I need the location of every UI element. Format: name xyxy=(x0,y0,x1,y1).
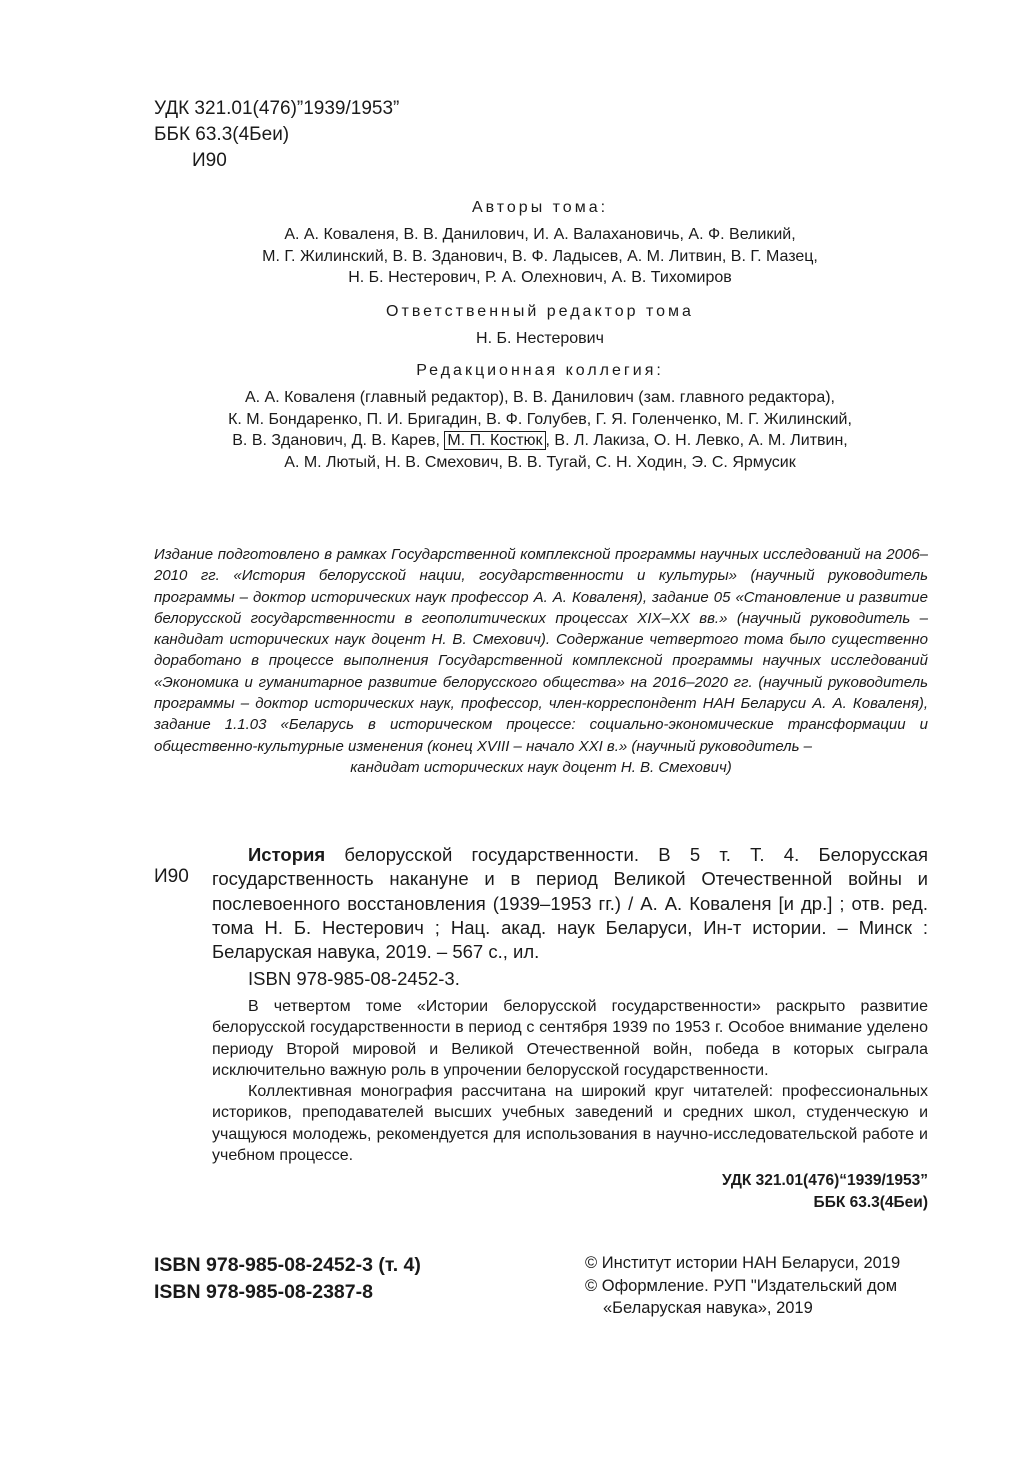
biblio-isbn: ISBN 978-985-08-2452-3. xyxy=(248,968,460,990)
board-text: В. В. Зданович, Д. В. Карев, xyxy=(232,432,445,449)
classification-codes xyxy=(154,96,399,174)
isbn-line: ISBN 978-985-08-2452-3 (т. 4) xyxy=(154,1254,421,1276)
biblio-text: белорусской государственности. В 5 т. Т. 4. Белорусская государственность накануне и в период Великой Отечественной войны и послевоенного восстановления (1939–1953 гг.) / А. А. Коваленя [и др.] ; отв. ред. тома Н. Б. Нестерович ; Нац. акад. наук Беларуси, Ин-т истории. – Минск : Беларуская навука, 2019. – 567 с., ил. xyxy=(212,844,928,963)
board-line: К. М. Бондаренко, П. И. Бригадин, В. Ф. Голубев, Г. Я. Голенченко, М. Г. Жилинский, xyxy=(228,410,852,428)
annotation xyxy=(212,996,928,1166)
board-line xyxy=(150,430,930,452)
board-heading: Редакционная коллегия: xyxy=(416,362,664,379)
edition-note-last: кандидат исторических наук доцент Н. В. Смехович) xyxy=(350,758,732,776)
biblio-side-code: И90 xyxy=(154,866,189,887)
biblio-description xyxy=(212,843,928,964)
biblio-title: История xyxy=(248,844,326,865)
bbk-code-right: ББК 63.3(4Беи) xyxy=(813,1194,928,1211)
author-mark: И90 xyxy=(192,150,227,171)
authors-line: Н. Б. Нестерович, Р. А. Олехнович, А. В. Тихомиров xyxy=(348,269,732,286)
board-line: А. М. Лютый, Н. В. Смехович, В. В. Тугай, С. Н. Ходин, Э. С. Ярмусик xyxy=(284,453,796,471)
edition-note xyxy=(154,544,928,778)
board-list xyxy=(150,387,930,473)
copyright-block xyxy=(585,1252,900,1320)
copyright-line: «Беларуская навука», 2019 xyxy=(603,1299,813,1317)
authors-list xyxy=(150,224,930,289)
bbk-code: ББК 63.3(4Беи) xyxy=(154,124,290,145)
copyright-line: © Институт истории НАН Беларуси, 2019 xyxy=(585,1254,901,1272)
right-codes xyxy=(722,1170,928,1214)
udk-code-right: УДК 321.01(476)“1939/1953” xyxy=(721,1172,928,1189)
isbn-block xyxy=(154,1252,421,1306)
biblio-record xyxy=(212,843,928,992)
board-line: А. А. Коваленя (главный редактор), В. В. Данилович (зам. главного редактора), xyxy=(244,389,835,406)
board-text: , В. Л. Лакиза, О. Н. Левко, А. М. Литвин, xyxy=(545,432,848,449)
boxed-name: М. П. Костюк xyxy=(444,431,545,450)
editor-heading: Ответственный редактор тома xyxy=(386,303,694,320)
edition-note-body: Издание подготовлено в рамках Государственной комплексной программы научных исследований на 2006–2010 гг. «История белорусской нации, государственности и культуры» (научный руководитель программы – доктор исторических наук профессор А. А. Коваленя), задание 05 «Становление и развитие белорусской государственности в геополитических процессах XIX–XX вв.» (научный руководитель – кандидат исторических наук доцент Н. В. Смехович). Содержание четвертого тома было существенно доработано в процессе выполнения Государственной комплексной программы научных исследований «Экономика и гуманитарное развитие белорусского общества» на 2016–2020 гг. (научный руководитель программы – доктор исторических наук, профессор, член-корреспондент НАН Беларуси А. А. Коваленя), задание 1.1.03 «Беларусь в историческом процессе: социально-экономические трансформации и общественно-культурные изменения (конец XVIII – начало XXI в.» (научный руководитель – xyxy=(154,546,928,755)
authors-line: А. А. Коваленя, В. В. Данилович, И. А. Валахановичь, А. Ф. Великий, xyxy=(284,226,796,243)
udk-code: УДК 321.01(476)”1939/1953” xyxy=(154,98,400,119)
annotation-paragraph: В четвертом томе «Истории белорусской государственности» раскрыто развитие белорусской государственности в период с сентября 1939 по 1953 г. Особое внимание уделено периоду Второй мировой и Великой Отечественной войн, победа в которых сыграла исключительно важную роль в упрочении белорусской государственности. xyxy=(212,998,928,1079)
authors-heading: Авторы тома: xyxy=(471,199,609,216)
isbn-line: ISBN 978-985-08-2387-8 xyxy=(154,1281,373,1303)
authors-line: М. Г. Жилинский, В. В. Зданович, В. Ф. Ладысев, А. М. Литвин, В. Г. Мазец, xyxy=(262,247,818,265)
editor-name: Н. Б. Нестерович xyxy=(476,330,604,347)
annotation-paragraph: Коллективная монография рассчитана на широкий круг читателей: профессиональных историков, преподавателей высших учебных заведений и средних школ, студенческую и учащуюся молодежь, рекомендуется для использования в научно-исследовательской работе и учебном процессе. xyxy=(212,1083,928,1165)
copyright-line: © Оформление. РУП "Издательский дом xyxy=(585,1276,898,1295)
